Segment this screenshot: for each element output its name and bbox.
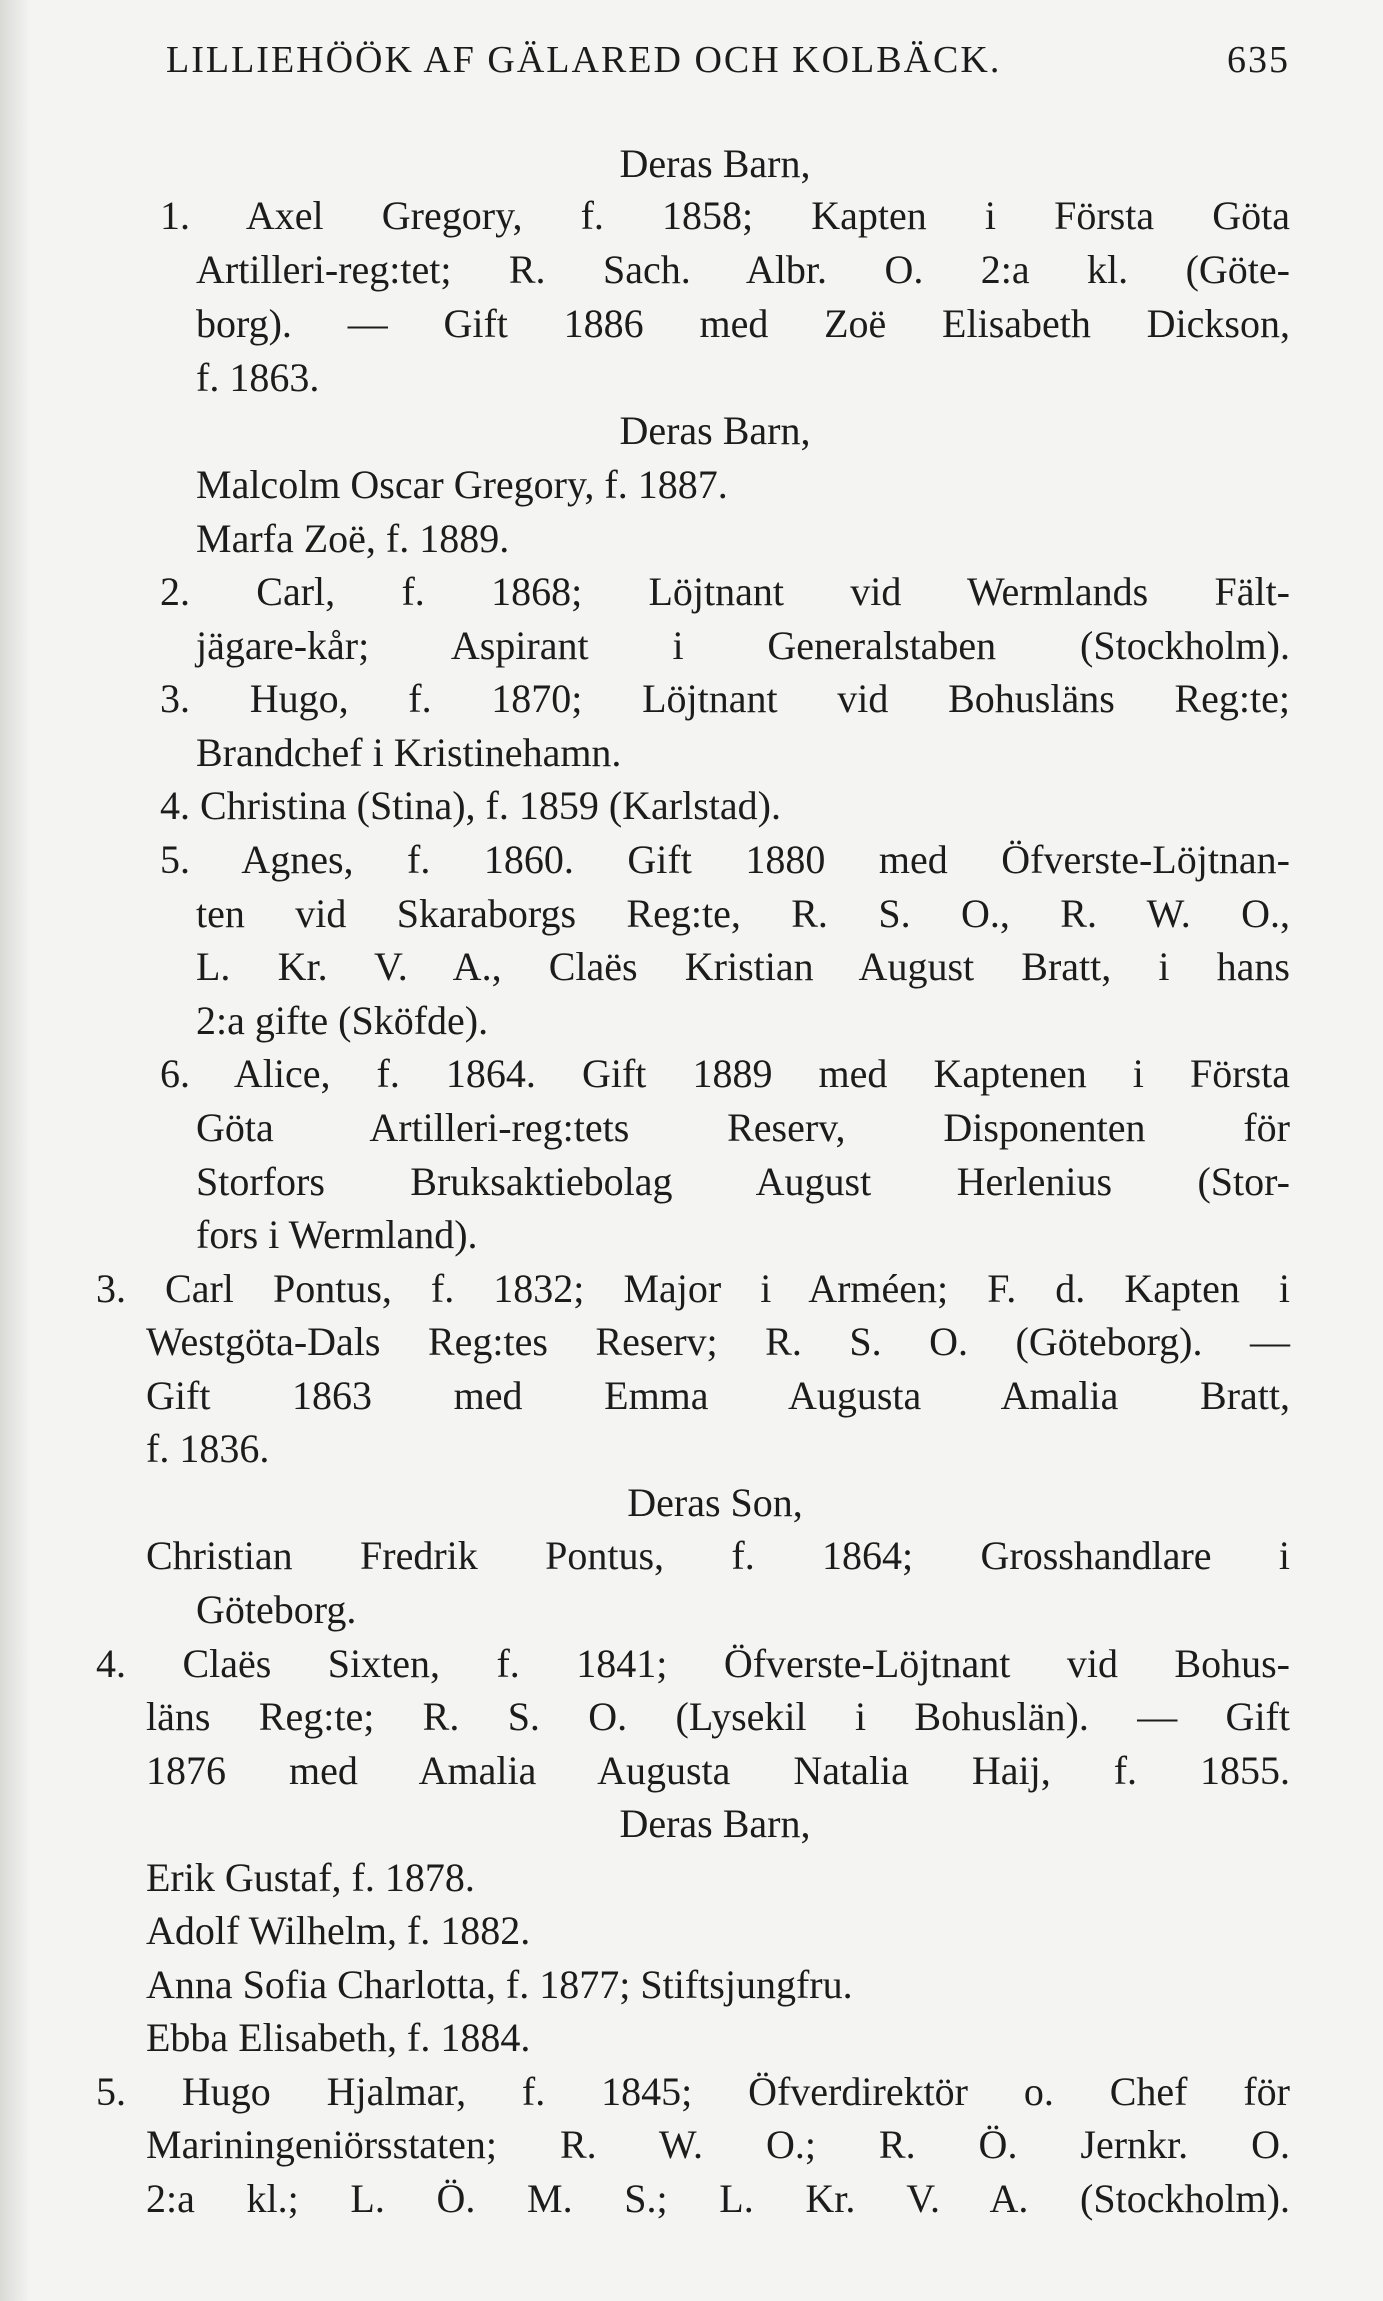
entry-line: läns Reg:te; R. S. O. (Lysekil i Bohuslän). — Gift	[146, 1694, 1290, 1739]
entry-line: Ebba Elisabeth, f. 1884.	[146, 2015, 531, 2060]
entry-line: fors i Wermland).	[196, 1212, 478, 1257]
entry-line: Storfors Bruksaktiebolag August Herlenius (Stor-	[196, 1159, 1290, 1204]
page-edge-shadow	[0, 0, 30, 2301]
entry-line: Malcolm Oscar Gregory, f. 1887.	[196, 462, 728, 507]
subheading: Deras Son,	[627, 1480, 803, 1525]
entry-line: 6. Alice, f. 1864. Gift 1889 med Kaptenen i Första	[160, 1051, 1290, 1096]
entry-line: 2. Carl, f. 1868; Löjtnant vid Wermlands Fält-	[160, 569, 1290, 614]
header-title: LILLIEHÖÖK AF GÄLARED OCH KOLBÄCK.	[166, 39, 1002, 81]
entry-line: 3. Hugo, f. 1870; Löjtnant vid Bohusläns Reg:te;	[160, 676, 1290, 721]
entry-line: Marfa Zoë, f. 1889.	[196, 516, 510, 561]
entry-line: 2:a gifte (Sköfde).	[196, 998, 489, 1043]
entry-line: 4. Christina (Stina), f. 1859 (Karlstad).	[160, 783, 781, 828]
entry-line: L. Kr. V. A., Claës Kristian August Bratt, i hans	[196, 944, 1290, 989]
entry-line: Westgöta-Dals Reg:tes Reserv; R. S. O. (Göteborg). —	[146, 1319, 1290, 1364]
entry-line: Mariningeniörsstaten; R. W. O.; R. Ö. Jernkr. O.	[146, 2122, 1290, 2167]
entry-line: borg). — Gift 1886 med Zoë Elisabeth Dickson,	[196, 301, 1290, 346]
page-number: 635	[1227, 39, 1290, 81]
entry-line: Brandchef i Kristinehamn.	[196, 730, 622, 775]
entry-line: 5. Agnes, f. 1860. Gift 1880 med Öfverste-Löjtnan-	[160, 837, 1290, 882]
entry-line: 5. Hugo Hjalmar, f. 1845; Öfverdirektör o. Chef för	[96, 2069, 1290, 2114]
running-header	[166, 34, 1292, 86]
entry-line: jägare-kår; Aspirant i Generalstaben (Stockholm).	[196, 623, 1290, 668]
entry-line: ten vid Skaraborgs Reg:te, R. S. O., R. W. O.,	[196, 891, 1290, 936]
entry-line: 1. Axel Gregory, f. 1858; Kapten i Första Göta	[160, 193, 1290, 238]
entry-line: Anna Sofia Charlotta, f. 1877; Stiftsjungfru.	[146, 1962, 853, 2007]
entry-line: Artilleri-reg:tet; R. Sach. Albr. O. 2:a kl. (Göte-	[196, 247, 1290, 292]
entry-line: f. 1836.	[146, 1426, 270, 1471]
entry-line: Adolf Wilhelm, f. 1882.	[146, 1908, 531, 1953]
subheading: Deras Barn,	[619, 141, 811, 186]
entry-line: 1876 med Amalia Augusta Natalia Haij, f. 1855.	[146, 1748, 1290, 1793]
subheading: Deras Barn,	[619, 408, 811, 453]
entry-line: 3. Carl Pontus, f. 1832; Major i Arméen; F. d. Kapten i	[96, 1266, 1290, 1311]
subheading: Deras Barn,	[619, 1801, 811, 1846]
entry-line: Erik Gustaf, f. 1878.	[146, 1855, 475, 1900]
entry-line: Gift 1863 med Emma Augusta Amalia Bratt,	[146, 1373, 1290, 1418]
entry-line: 2:a kl.; L. Ö. M. S.; L. Kr. V. A. (Stockholm).	[146, 2176, 1290, 2221]
entry-line: Christian Fredrik Pontus, f. 1864; Grosshandlare i	[146, 1533, 1290, 1578]
entry-line: Göta Artilleri-reg:tets Reserv, Disponenten för	[196, 1105, 1290, 1150]
entry-line: 4. Claës Sixten, f. 1841; Öfverste-Löjtnant vid Bohus-	[96, 1641, 1290, 1686]
entry-line: f. 1863.	[196, 355, 320, 400]
entry-line: Göteborg.	[196, 1587, 357, 1632]
